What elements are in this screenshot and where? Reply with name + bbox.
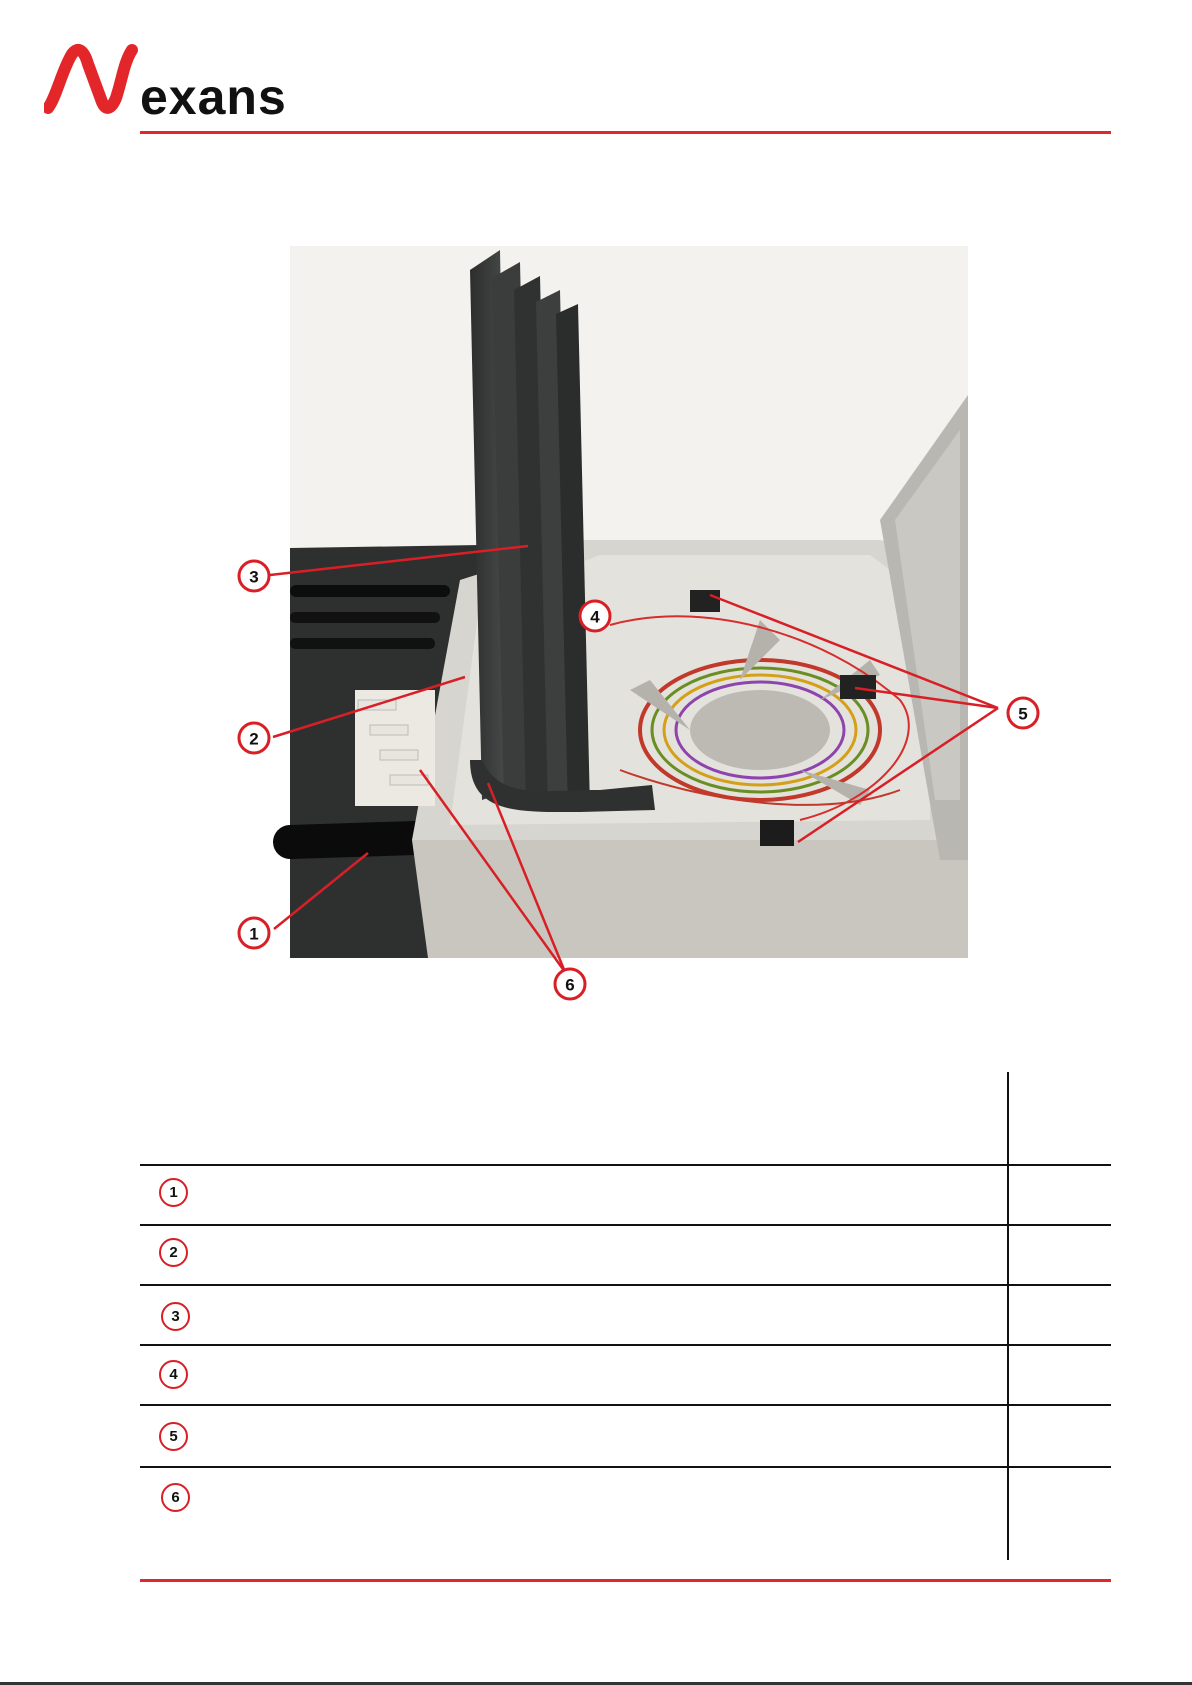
callout-5-badge bbox=[1008, 698, 1038, 728]
callout-3-label: 3 bbox=[249, 567, 259, 587]
legend-row bbox=[140, 1284, 1111, 1346]
callout-2-label: 2 bbox=[249, 729, 259, 749]
legend-row bbox=[140, 1404, 1111, 1466]
enclosure-photo-icon bbox=[290, 246, 968, 958]
legend-badge-6: 6 bbox=[161, 1483, 190, 1512]
callout-2-badge bbox=[239, 723, 269, 753]
legend-row bbox=[140, 1344, 1111, 1406]
callout-3-badge bbox=[239, 561, 269, 591]
callout-4-label: 4 bbox=[590, 607, 600, 627]
legend-table bbox=[140, 1124, 1111, 1544]
brand-name: exans bbox=[140, 69, 287, 125]
legend-badge-2: 2 bbox=[159, 1238, 188, 1267]
legend-row bbox=[140, 1466, 1111, 1546]
callout-6-label: 6 bbox=[565, 975, 575, 995]
legend-badge-5: 5 bbox=[159, 1422, 188, 1451]
callout-6-badge bbox=[555, 969, 585, 999]
legend-badge-1: 1 bbox=[159, 1178, 188, 1207]
legend-badge-3: 3 bbox=[161, 1302, 190, 1331]
callout-5-label: 5 bbox=[1018, 704, 1028, 724]
legend-row bbox=[140, 1224, 1111, 1286]
legend-badge-4: 4 bbox=[159, 1360, 188, 1389]
footer-rule bbox=[140, 1579, 1111, 1582]
callout-1-label: 1 bbox=[249, 924, 259, 944]
legend-row bbox=[140, 1164, 1111, 1226]
callout-4-badge bbox=[580, 601, 610, 631]
callout-1-badge bbox=[239, 918, 269, 948]
